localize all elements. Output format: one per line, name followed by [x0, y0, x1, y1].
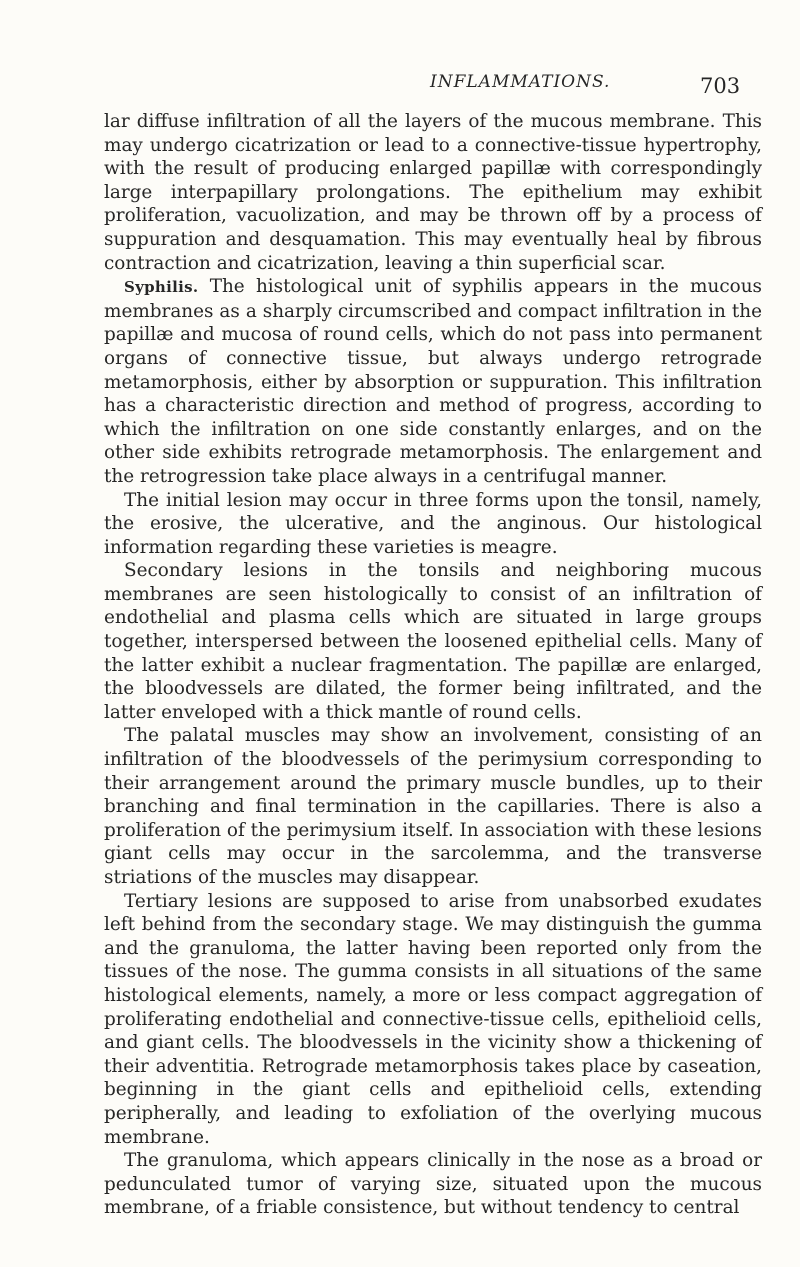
body-text	[104, 110, 762, 1220]
section-heading-syphilis: Syphilis.	[124, 278, 199, 297]
paragraph-initial-lesion	[104, 489, 762, 560]
running-head: INFLAMMATIONS.	[430, 72, 611, 92]
paragraph-text: The granuloma, which appears clinically in the nose as a broad or pedunculated tumor of varying size, situated upon the mucous membrane, of a friable consistence, but without tendency to central	[104, 1150, 762, 1219]
paragraph-text: The initial lesion may occur in three forms upon the tonsil, namely, the erosive, the ulcerative, and the anginous. Our histological information regarding these varieties is meagre.	[104, 489, 762, 558]
paragraph-continuation	[104, 110, 762, 275]
paragraph-text: The palatal muscles may show an involvement, consisting of an infiltration of the bloodvessels of the perimysium corresponding to their arrangement around the primary muscle bundles, up to their branching and final termination in the capillaries. There is also a proliferation of the perimysium itself. In association with these lesions giant cells may occur in the sarcolemma, and the transverse striations of the muscles may disappear.	[104, 725, 762, 888]
paragraph-text: Tertiary lesions are supposed to arise from unabsorbed exudates left behind from the secondary stage. We may distinguish the gumma and the granuloma, the latter having been reported only from the tissues of the nose. The gumma consists in all situations of the same histological elements, namely, a more or less compact aggregation of proliferating endothelial and connective-tissue cells, epithelioid cells, and giant cells. The bloodvessels in the vicinity show a thickening of their adventitia. Retrograde metamorphosis takes place by caseation, beginning in the giant cells and epithelioid cells, extending peripherally, and leading to exfoliation of the overlying mucous membrane.	[104, 890, 762, 1148]
paragraph-syphilis	[104, 275, 762, 488]
paragraph-text: The histological unit of syphilis appears in the mucous membranes as a sharply circumscribed and compact infiltration in the papillæ and mucosa of round cells, which do not pass into permanent organs of connective tissue, but always undergo retrograde metamorphosis, either by absorption or suppuration. This infiltration has a characteristic direction and method of progress, according to which the infiltration on one side constantly enlarges, and on the other side exhibits retrograde metamorphosis. The enlargement and the retrogression take place always in a centrifugal manner.	[104, 276, 762, 487]
paragraph-text: Secondary lesions in the tonsils and neighboring mucous membranes are seen histologically to consist of an infiltration of endothelial and plasma cells which are situated in large groups together, interspersed between the loosened epithelial cells. Many of the latter exhibit a nuclear fragmentation. The papillæ are enlarged, the bloodvessels are dilated, the former being infiltrated, and the latter enveloped with a thick mantle of round cells.	[104, 560, 762, 723]
paragraph-text: lar diffuse infiltration of all the layers of the mucous membrane. This may undergo cicatrization or lead to a connective-tissue hypertrophy, with the result of producing enlarged papillæ with correspondingly large interpapillary prolongations. The epithelium may exhibit proliferation, vacuolization, and may be thrown off by a process of suppuration and desquamation. This may eventually heal by fibrous contraction and cicatrization, leaving a thin superficial scar.	[104, 111, 762, 274]
paragraph-palatal-muscles	[104, 724, 762, 889]
paragraph-tertiary-lesions	[104, 890, 762, 1150]
paragraph-secondary-lesions	[104, 559, 762, 724]
paragraph-granuloma	[104, 1149, 762, 1220]
page-number: 703	[700, 74, 741, 98]
